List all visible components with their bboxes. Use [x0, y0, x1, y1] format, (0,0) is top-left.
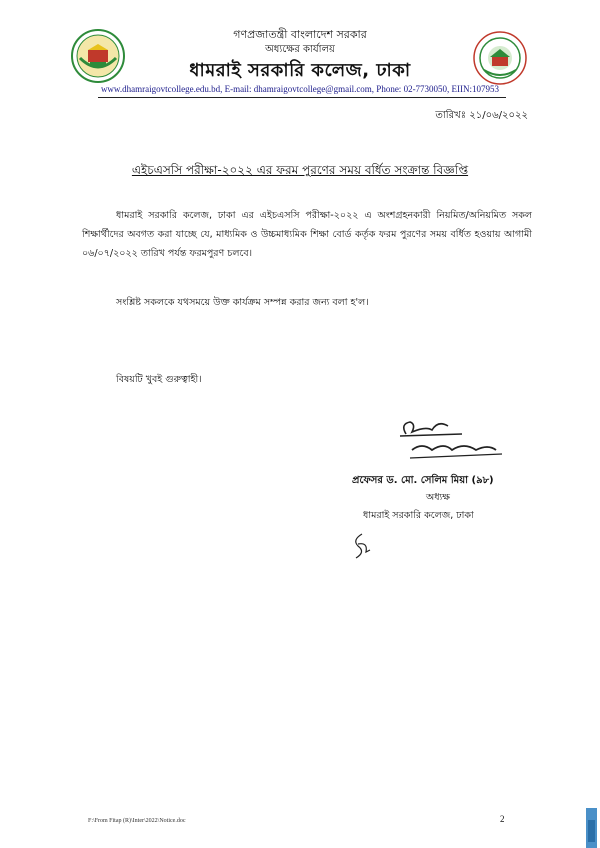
- office-heading: অধ্যক্ষের কার্যালয়: [265, 44, 335, 55]
- signature-scribble: [392, 416, 522, 464]
- notice-paragraph-2: সংশ্লিষ্ট সকলকে যথসময়ে উক্ত কার্যক্রম সম্পন্ন করার জন্য বলা হ'ল।: [116, 297, 369, 308]
- signatory-title: অধ্যক্ষ: [426, 492, 451, 503]
- scrollbar-thumb[interactable]: [588, 820, 595, 842]
- contact-line: www.dhamraigovtcollege.edu.bd, E-mail: dhamraigovtcollege@gmail.com, Phone: 02-7730050, EIIN:107953: [100, 84, 500, 94]
- signatory-name: প্রফেসর ড. মো. সেলিম মিয়া (৯৮): [352, 475, 494, 486]
- initial-scribble: [346, 530, 376, 560]
- file-path: F:\From Fitap (R)\Inter\2022\Notice.doc: [88, 818, 186, 824]
- handwritten-signature: [392, 416, 522, 468]
- notice-paragraph-3: বিষয়টি খুবই গুরুত্বাহী।: [116, 374, 202, 385]
- page-number: 2: [500, 814, 505, 824]
- notice-date: তারিখঃ ২১/০৬/২০২২: [435, 110, 528, 121]
- header-divider: [98, 97, 506, 98]
- signatory-organization: ধামরাই সরকারি কলেজ, ঢাকা: [363, 510, 474, 521]
- notice-paragraph-1: ধামরাই সরকারি কলেজ, ঢাকা এর এইচএসসি পরীক্ষা-২০২২ এ অংশগ্রহনকারী নিয়মিত/অনিয়মিত সকল শিক্ষার্থীদের অবগত করা যাচ্ছে যে, মাধ্যমিক ও উচ্চমাধ্যমিক শিক্ষা বোর্ড কর্তৃক ফরম পুরণের সময় বর্ধিত হওয়ায় আগামী ০৬/০৭/২০২২ তারিখ পর্যন্ত ফরমপুরণ চলবে।: [82, 210, 532, 259]
- college-name-heading: ধামরাই সরকারি কলেজ, ঢাকা: [189, 60, 411, 81]
- notice-subject: এইচএসসি পরীক্ষা-২০২২ এর ফরম পুরণের সময় বর্ধিত সংক্রান্ত বিজ্ঞপ্তি: [131, 163, 469, 177]
- initial-mark: [346, 530, 376, 564]
- govt-heading: গণপ্রজাতন্ত্রী বাংলাদেশ সরকার: [233, 28, 367, 41]
